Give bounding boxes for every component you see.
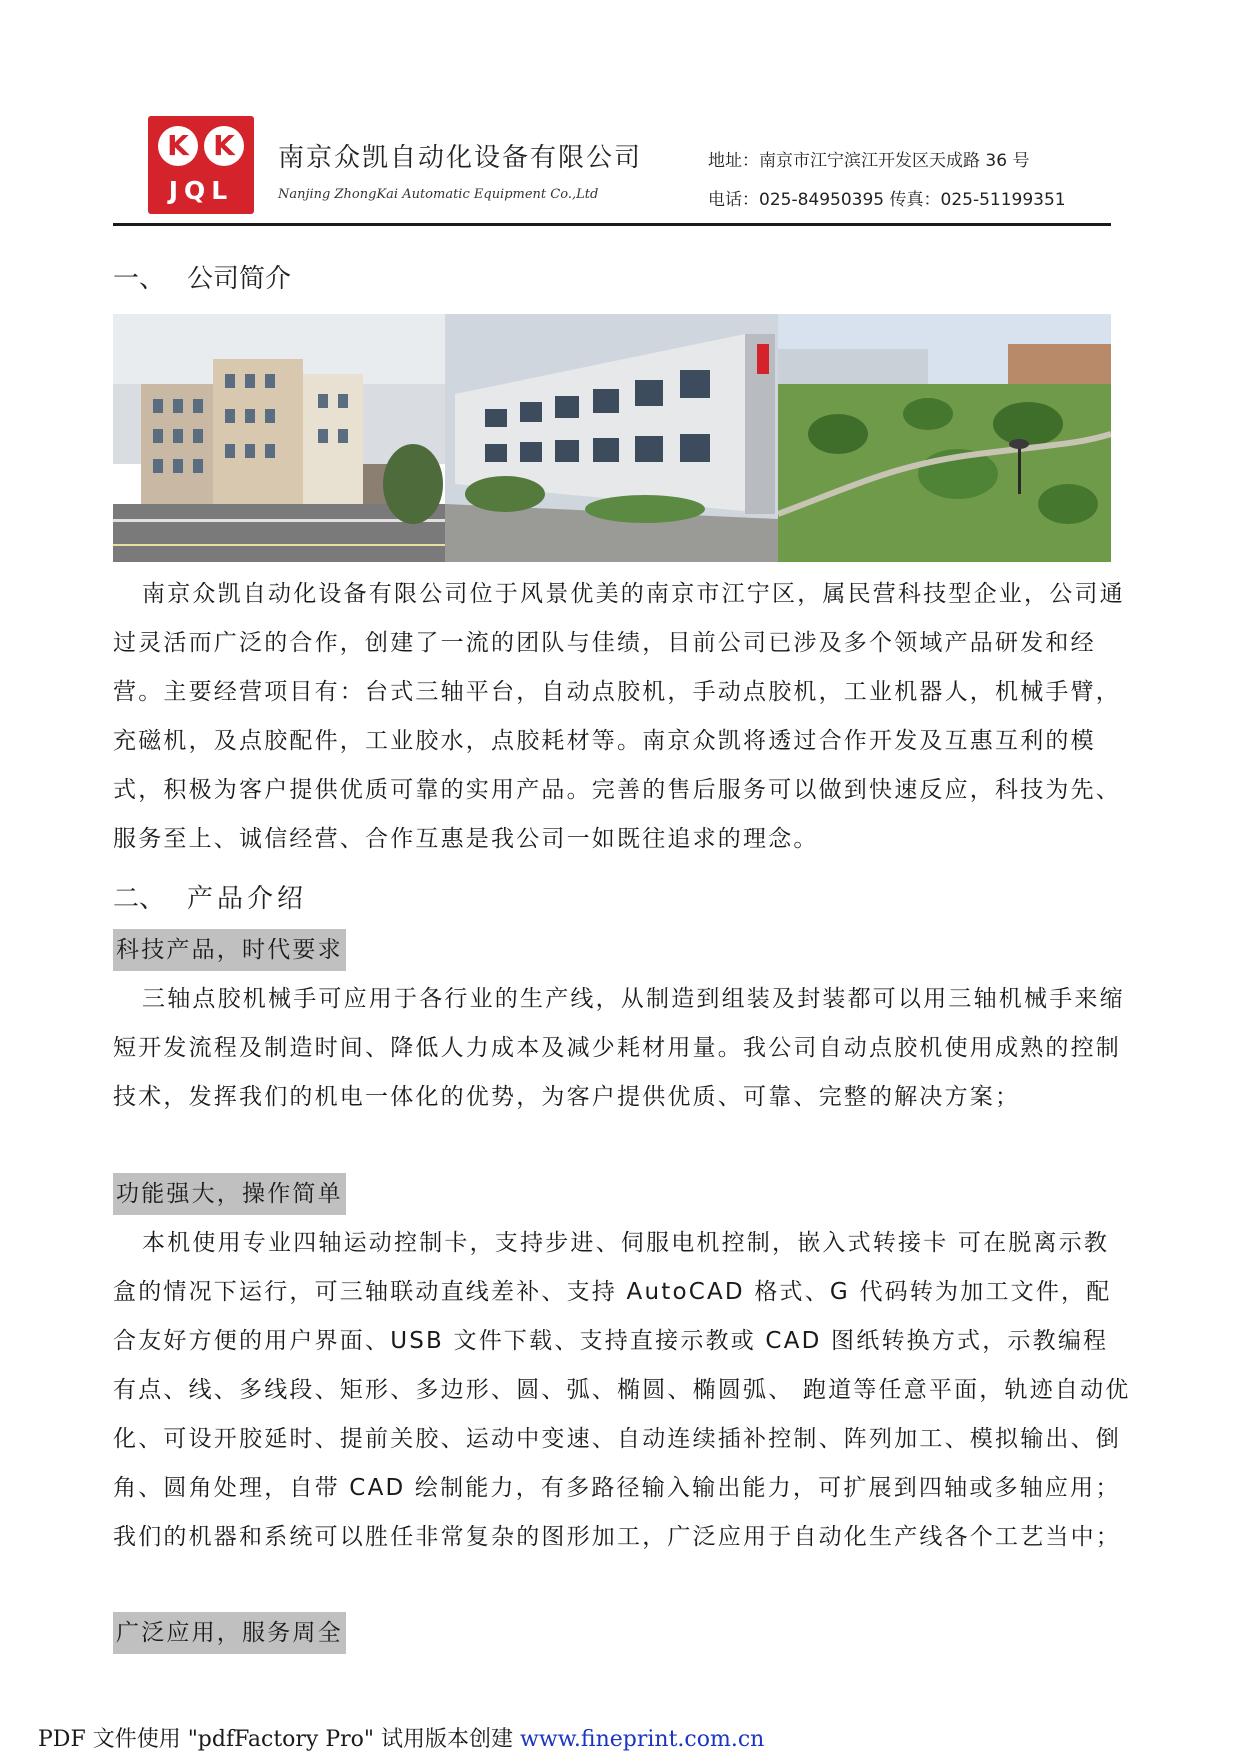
subheading-applications: 广泛应用，服务周全 <box>113 1612 346 1654</box>
company-intro-paragraph <box>113 570 1133 864</box>
company-name-en: Nanjing ZhongKai Automatic Equipment Co.,Ltd <box>278 187 599 202</box>
section-title: 公司简介 <box>187 264 292 294</box>
product-text-2: 本机使用专业四轴运动控制卡，支持步进、伺服电机控制，嵌入式转接卡 可在脱离示教盒的情况下运行，可三轴联动直线差补、支持 AutoCAD 格式、G 代码转为加工文件，配合友好方便的用户界面、USB 文件下载、支持直接示教或 CAD 图纸转换方式，示教编程有点、线、多线段、矩形、多边形、圆、弧、椭圆、椭圆弧、 跑道等任意平面，轨迹自动优化、可设开胶延时、提前关胶、运动中变速、自动连续插补控制、阵列加工、模拟输出、倒角、圆角处理，自带 CAD 绘制能力，有多路径输入输出能力，可扩展到四轴或多轴应用；我们的机器和系统可以胜任非常复杂的图形加工，广泛应用于自动化生产线各个工艺当中； <box>113 1230 1131 1550</box>
logo-k-left: K <box>158 126 198 166</box>
subheading-tech-products: 科技产品，时代要求 <box>113 929 346 971</box>
product-paragraph-1 <box>113 975 1133 1122</box>
subheading-features: 功能强大，操作简单 <box>113 1173 346 1215</box>
company-intro-text: 南京众凯自动化设备有限公司位于风景优美的南京市江宁区，属民营科技型企业，公司通过灵活而广泛的合作，创建了一流的团队与佳绩，目前公司已涉及多个领域产品研发和经营。主要经营项目有：台式三轴平台，自动点胶机，手动点胶机，工业机器人，机械手臂，充磁机，及点胶配件，工业胶水，点胶耗材等。南京众凯将透过合作开发及互惠互利的模式，积极为客户提供优质可靠的实用产品。完善的售后服务可以做到快速反应，科技为先、服务至上、诚信经营、合作互惠是我公司一如既往追求的理念。 <box>113 581 1125 852</box>
header-divider <box>113 223 1111 226</box>
product-text-1: 三轴点胶机械手可应用于各行业的生产线，从制造到组装及封装都可以用三轴机械手来缩短开发流程及制造时间、降低人力成本及减少耗材用量。我公司自动点胶机使用成熟的控制技术，发挥我们的机电一体化的优势，为客户提供优质、可靠、完整的解决方案； <box>113 986 1125 1110</box>
logo-k-right: K <box>204 126 244 166</box>
company-contact: 电话：025-84950395 传真：025-51199351 <box>708 190 1066 210</box>
company-name-cn: 南京众凯自动化设备有限公司 <box>278 143 643 173</box>
company-logo <box>148 116 254 214</box>
product-paragraph-2 <box>113 1219 1133 1562</box>
section-number: 一、 <box>113 264 166 294</box>
company-address: 地址：南京市江宁滨江开发区天成路 36 号 <box>708 151 1030 171</box>
letterhead <box>148 113 1108 220</box>
photo-campus-garden <box>778 314 1111 562</box>
photo-office-building <box>113 314 445 562</box>
section-title: 产品介绍 <box>187 884 308 914</box>
footer-text: PDF 文件使用 "pdfFactory Pro" 试用版本创建 <box>38 1727 521 1752</box>
pdf-footer <box>38 1722 764 1753</box>
logo-text: JQL <box>168 176 234 205</box>
section-heading-company <box>113 258 291 295</box>
photo-factory-building <box>445 314 778 562</box>
section-number: 二、 <box>113 884 166 914</box>
company-photo-strip <box>113 314 1111 562</box>
section-heading-products <box>113 878 307 915</box>
footer-link[interactable]: www.fineprint.com.cn <box>520 1727 765 1752</box>
